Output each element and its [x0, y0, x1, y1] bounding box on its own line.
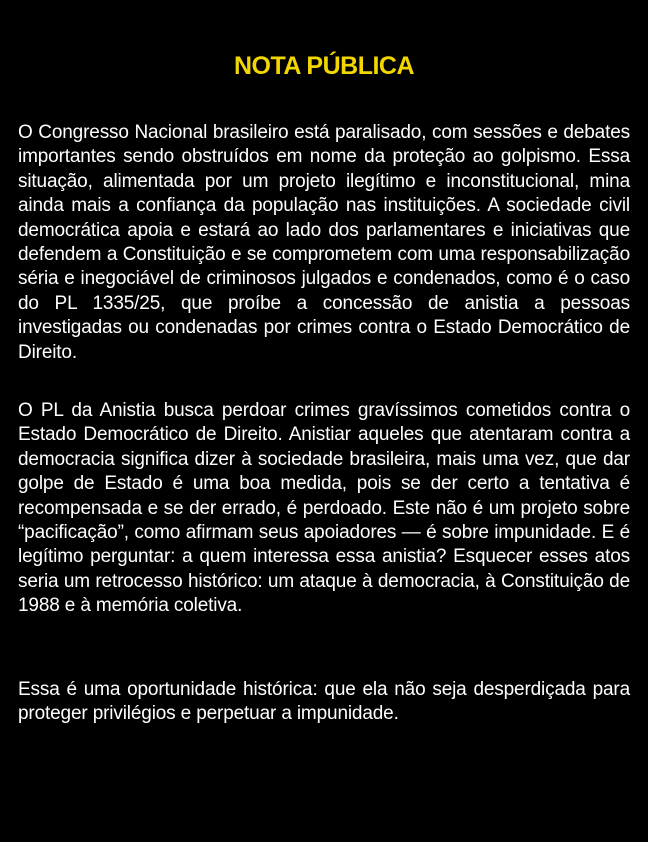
paragraph-3: Essa é uma oportunidade histórica: que ela não seja desperdiçada para proteger privilégios e perpetuar a impunidade. — [18, 679, 630, 725]
paragraph-1: O Congresso Nacional brasileiro está paralisado, com sessões e debates importantes sendo obstruídos em nome da proteção ao golpismo. Essa situação, alimentada por um projeto ilegítimo e inconstitucional, mina ainda mais a confiança da população nas instituições. A sociedade civil democrática apoia e estará ao lado dos parlamentares e iniciativas que defendem a Constituição e se comprometem com uma responsabilização séria e inegociável de criminosos julgados e condenados, como é o caso do PL 1335/25, que proíbe a concessão de anistia a pessoas investigadas ou condenadas por crimes contra o Estado Democrático de Direito. — [18, 122, 630, 363]
page-title: NOTA PÚBLICA — [233, 52, 415, 80]
paragraph-2: O PL da Anistia busca perdoar crimes gravíssimos cometidos contra o Estado Democrático de Direito. Anistiar aqueles que atentaram contra a democracia significa dizer à sociedade brasileira, mais uma vez, que dar golpe de Estado é uma boa medida, pois se der certo a tentativa é recompensada e se der errado, é perdoado. Este não é um projeto sobre “pacificação”, como afirmam seus apoiadores — é sobre impunidade. E é legítimo perguntar: a quem interessa essa anistia? Esquecer esses atos seria um retrocesso histórico: um ataque à democracia, à Constituição de 1988 e à memória coletiva. — [18, 400, 630, 617]
